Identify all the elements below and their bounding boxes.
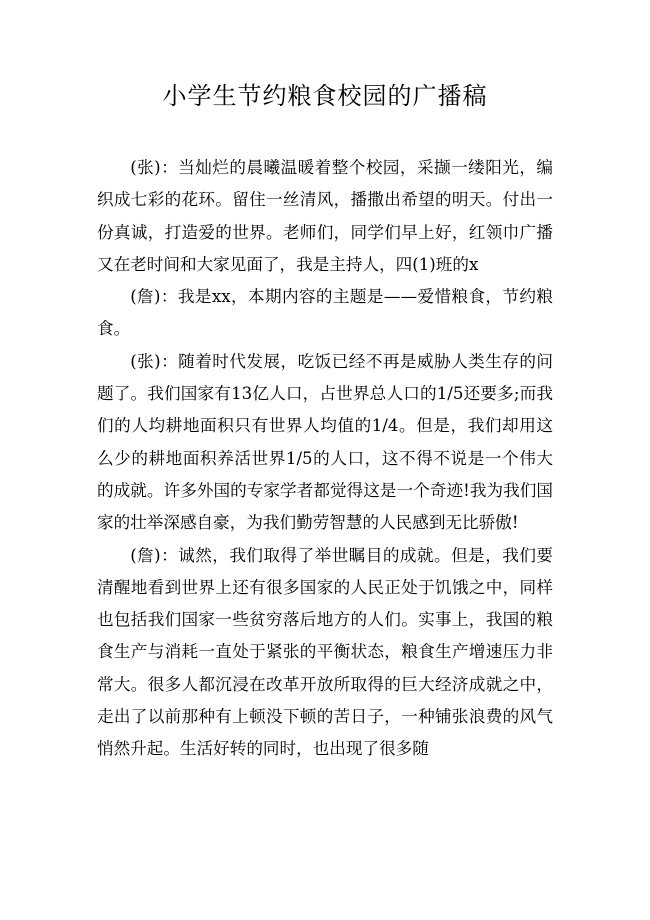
paragraph-zhang-population: (张)：随着时代发展，吃饭已经不再是威胁人类生存的问题了。我们国家有13亿人口，占世界总人口的1/5还要多;而我们的人均耕地面积只有世界人均值的1/4。但是，我们却用这么少的耕地面积养活世界1/5的人口，这不得不说是一个伟大的成就。许多外国的专家学者都觉得这是一个奇迹!我为我们国家的壮举深感自豪，为我们勤劳智慧的人民感到无比骄傲! <box>97 351 553 533</box>
document-title: 小学生节约粮食校园的广播稿 <box>162 82 488 110</box>
paragraph-zhang-opening: (张)：当灿烂的晨曦温暖着整个校园，采撷一缕阳光，编织成七彩的花环。留住一丝清风，播撒出希望的明天。付出一份真诚，打造爱的世界。老师们，同学们早上好，红领巾广播又在老时间和大家见面了，我是主持人，四(1)班的x <box>97 158 553 274</box>
document-body <box>97 152 553 766</box>
paragraph-zhan-topic: (詹)：我是xx，本期内容的主题是——爱惜粮食，节约粮食。 <box>97 287 553 339</box>
paragraph-zhan-waste: (詹)：诚然，我们取得了举世瞩目的成就。但是，我们要清醒地看到世界上还有很多国家的人民正处于饥饿之中，同样也包括我们国家一些贫穷落后地方的人们。实事上，我国的粮食生产与消耗一直处于紧张的平衡状态，粮食生产增速压力非常大。很多人都沉浸在改革开放所取得的巨大经济成就之中，走出了以前那种有上顿没下顿的苦日子，一种铺张浪费的风气悄然升起。生活好转的同时，也出现了很多随 <box>97 545 553 759</box>
